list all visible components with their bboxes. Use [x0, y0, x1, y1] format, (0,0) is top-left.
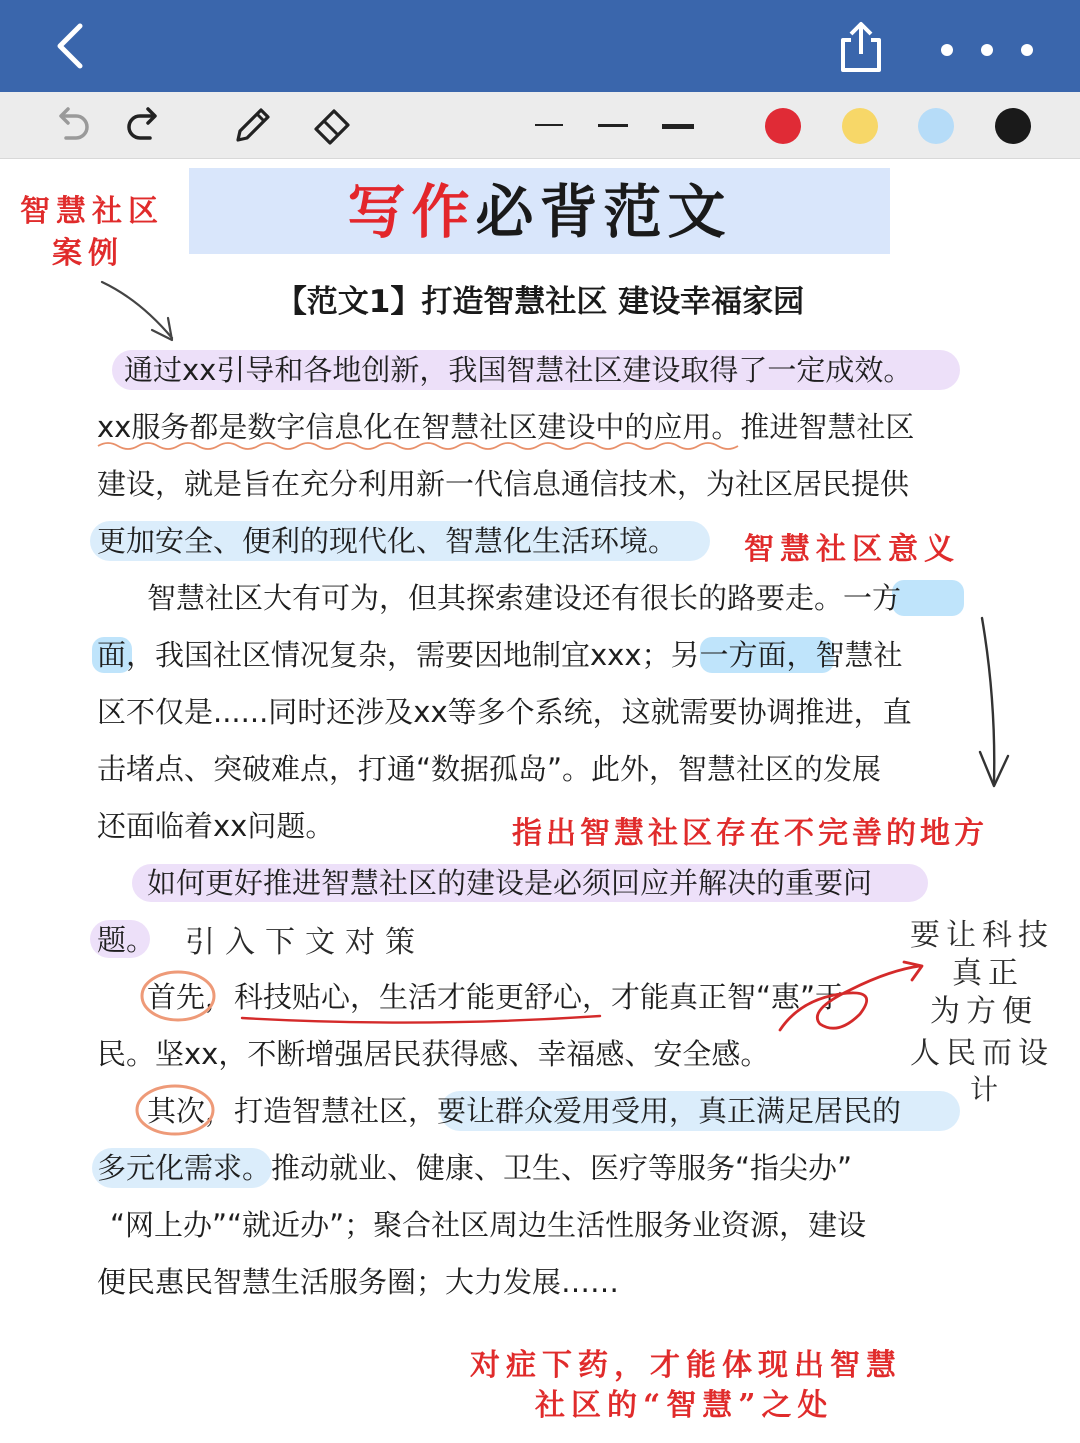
annotation-case-line1: 智慧社区 [20, 194, 164, 229]
title-dark-part: 必背范文 [475, 178, 732, 246]
chevron-left-icon[interactable] [48, 22, 96, 70]
stroke-width-thick[interactable] [662, 124, 694, 129]
paragraph-line: 智慧社区大有可为，但其探索建设还有很长的路要走。一方 [147, 581, 902, 615]
vertical-arrow-head [980, 752, 1008, 786]
annotation-tech-line2: 真正 [952, 956, 1024, 991]
paragraph-line: 更加安全、便利的现代化、智慧化生活环境。 [97, 524, 678, 558]
page-title [189, 176, 890, 248]
undo-icon[interactable] [48, 102, 94, 148]
more-dots-icon[interactable] [935, 40, 1039, 60]
redo-icon[interactable] [122, 102, 168, 148]
stroke-width-thin[interactable] [535, 124, 563, 126]
annotation-lead-in: 引入下文对策 [185, 925, 425, 960]
annotation-meaning: 智慧社区意义 [744, 532, 960, 567]
annotation-tech-line1: 要让科技 [910, 918, 1054, 953]
pencil-icon[interactable] [230, 102, 276, 148]
stroke-width-medium[interactable] [598, 124, 628, 127]
highlight-cyan [892, 580, 964, 616]
drawing-toolbar [0, 92, 1080, 159]
annotation-case-line2: 案例 [52, 236, 124, 271]
annotation-tech-line5: 计 [970, 1073, 999, 1106]
paragraph-line: 还面临着xx问题。 [97, 809, 335, 843]
paragraph-line: 首先，科技贴心，生活才能更舒心，才能真正智“惠”于 [147, 980, 845, 1014]
paragraph-line: 便民惠民智慧生活服务圈；大力发展…… [97, 1265, 620, 1299]
annotation-tech-line4: 人民而设 [910, 1036, 1054, 1071]
paragraph-line: xx服务都是数字信息化在智慧社区建设中的应用。推进智慧社区 [97, 410, 915, 444]
paragraph-line: 题。 [97, 923, 156, 957]
color-swatch-red[interactable] [765, 108, 801, 144]
color-swatch-black[interactable] [995, 108, 1031, 144]
annotation-bottom-line1: 对症下药，才能体现出智慧 [470, 1348, 902, 1383]
color-swatch-light-blue[interactable] [918, 108, 954, 144]
title-red-part: 写作 [347, 178, 476, 246]
annotation-shortcomings: 指出智慧社区存在不完善的地方 [512, 816, 988, 851]
vertical-arrow-stroke [982, 618, 994, 782]
share-icon[interactable] [836, 20, 886, 74]
paragraph-line: 如何更好推进智慧社区的建设是必须回应并解决的重要问 [147, 866, 873, 900]
paragraph-line: 其次，打造智慧社区，要让群众爱用受用，真正满足居民的 [147, 1094, 902, 1128]
eraser-icon[interactable] [310, 102, 356, 148]
paragraph-line: 建设，就是旨在充分利用新一代信息通信技术，为社区居民提供 [97, 467, 910, 501]
paragraph-line: 面，我国社区情况复杂，需要因地制宜xxx；另一方面，智慧社 [97, 638, 903, 672]
annotation-tech-line3: 为方便 [930, 994, 1038, 1029]
paragraph-line: 区不仅是......同时还涉及xx等多个系统，这就需要协调推进，直 [97, 695, 912, 729]
paragraph-line: 击堵点、突破难点，打通“数据孤岛”。此外，智慧社区的发展 [97, 752, 882, 786]
essay-subtitle: 【范文1】打造智慧社区 建设幸福家园 [275, 284, 805, 320]
red-arrow-head [904, 962, 922, 980]
paragraph-line: 通过xx引导和各地创新，我国智慧社区建设取得了一定成效。 [124, 353, 913, 387]
color-swatch-yellow[interactable] [842, 108, 878, 144]
paragraph-line: “网上办”“就近办”；聚合社区周边生活性服务业资源，建设 [110, 1208, 867, 1242]
paragraph-line: 多元化需求。推动就业、健康、卫生、医疗等服务“指尖办” [97, 1151, 853, 1185]
app-bar [0, 0, 1080, 92]
paragraph-line: 民。坚xx，不断增强居民获得感、幸福感、安全感。 [97, 1037, 770, 1071]
annotation-bottom-line2: 社区的“智慧”之处 [535, 1388, 834, 1423]
